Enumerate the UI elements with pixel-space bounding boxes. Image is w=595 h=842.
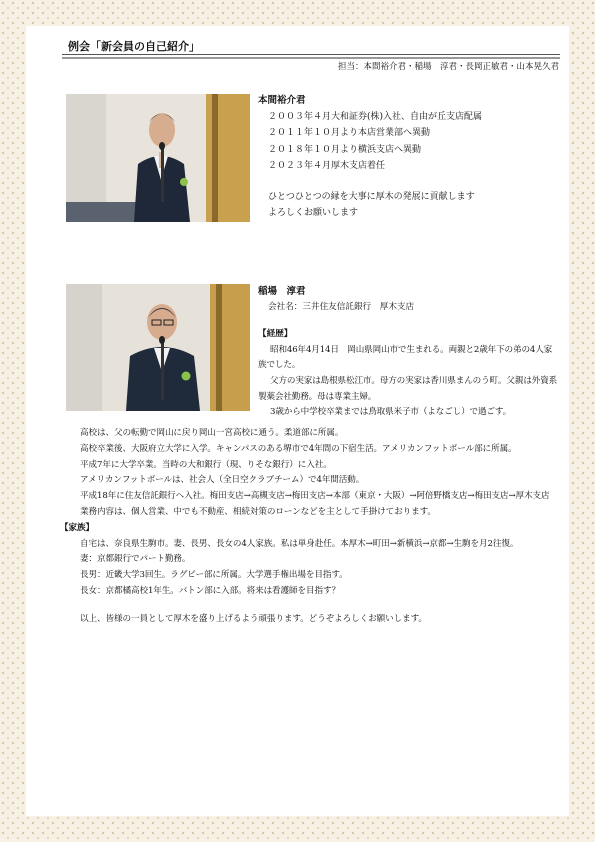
assignment-line: 担当：本間裕介君・稲場 淳君・長岡正敏君・山本晃久君	[337, 62, 559, 72]
member1-career-line: ２０１８年１０月より横浜支店へ異動	[268, 144, 422, 155]
member2-photo	[66, 284, 250, 411]
member2-career-paragraph: 平成18年に住友信託銀行へ入社。梅田支店→高槻支店→梅田支店→本部（東京・大阪）→阿倍野橋支店→梅田支店→厚木支店	[80, 491, 550, 502]
member2-name: 稲場 淳君	[258, 286, 306, 297]
title-rule-double	[62, 57, 560, 59]
member2-career-paragraph: 業務内容は、個人営業、中でも不動産、相続対策のローンなどを主として手掛けております。	[80, 506, 436, 517]
page-title: 例会「新会員の自己紹介」	[68, 40, 200, 53]
member2-family-paragraph: 自宅は、奈良県生駒市。妻、長男、長女の4人家族。私は単身赴任。本厚木→町田→新横浜→京都→生駒を月2往復。	[80, 538, 519, 549]
member1-career-line: ２０１１年１０月より本店営業部へ異動	[268, 128, 431, 139]
member2-career-paragraph: 父方の実家は島根県松江市。母方の実家は香川県まんのう町。父親は外資系製薬会社勤務。母は専業主婦。	[258, 375, 558, 402]
member2-profile-body	[60, 426, 562, 628]
member2-career-paragraph: 平成7年に大学卒業。当時の大和銀行（現、りそな銀行）に入社。	[80, 459, 332, 470]
member1-career-line: ２００３年４月大和証券(株)入社、自由が丘支店配属	[268, 112, 483, 123]
member2-career-heading: 【経歴】	[258, 329, 293, 340]
member2-career-paragraph: 高校は、父の転勤で岡山に戻り岡山一宮高校に通う。柔道部に所属。	[80, 428, 344, 438]
member2-career-paragraph: アメリカンフットボールは、社会人（全日空クラブチーム）で4年間活動。	[80, 475, 365, 486]
page-sheet	[26, 26, 569, 816]
member1-message-line: よろしくお願いします	[268, 208, 359, 219]
member1-name: 本間裕介君	[258, 95, 306, 106]
member1-career-line: ２０２３年４月厚木支店着任	[268, 160, 386, 171]
member2-career-paragraph: 昭和46年4月14日 岡山県岡山市で生まれる。両親と2歳年下の弟の4人家族でした。	[258, 344, 553, 371]
member2-family-paragraph: 妻：京都銀行でパート勤務。	[80, 554, 191, 565]
member2-family-heading: 【家族】	[60, 522, 94, 533]
member1-message-line: ひとつひとつの縁を大事に厚木の発展に貢献します	[268, 192, 475, 203]
member2-family-paragraph: 長男：近畿大学3回生。ラグビー部に所属。大学選手権出場を目指す。	[80, 570, 348, 581]
member1-photo	[66, 94, 250, 222]
member2-profile-top	[258, 284, 558, 421]
title-rule	[62, 54, 560, 55]
member2-career-paragraph: 高校卒業後、大阪府立大学に入学。キャンパスのある堺市で4年間の下宿生活。アメリカンフットボール部に所属。	[80, 443, 517, 454]
member2-family-paragraph: 長女：京都橘高校1年生。バトン部に入部。将来は看護師を目指す？	[80, 585, 341, 596]
member1-profile	[258, 93, 482, 221]
member2-closing: 以上、皆様の一員として厚木を盛り上げるよう頑張ります。どうぞよろしくお願いします。	[80, 613, 427, 624]
member2-career-paragraph: 3歳から中学校卒業までは鳥取県米子市（よなごし）で過ごす。	[270, 407, 512, 418]
member2-company: 会社名：三井住友信託銀行 厚木支店	[268, 301, 415, 312]
